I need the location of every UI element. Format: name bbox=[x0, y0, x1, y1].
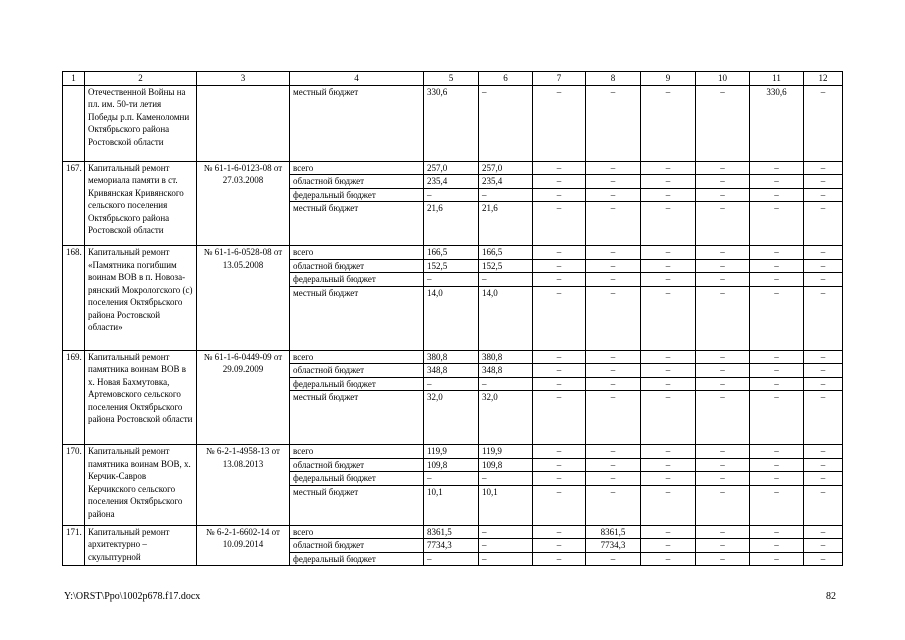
value-cell: – bbox=[479, 472, 533, 486]
header-cell: 12 bbox=[804, 72, 843, 86]
value-cell: – bbox=[804, 273, 843, 287]
value-cell: – bbox=[804, 175, 843, 189]
value-cell: 109,8 bbox=[479, 458, 533, 472]
value-cell: – bbox=[424, 552, 479, 566]
value-cell: 257,0 bbox=[424, 161, 479, 175]
row-number: 169. bbox=[63, 350, 85, 445]
value-cell: – bbox=[641, 175, 696, 189]
document-reference: № 6-2-1-4958-13 от 13.08.2013 bbox=[197, 445, 290, 526]
value-cell: 109,8 bbox=[424, 458, 479, 472]
value-cell: – bbox=[696, 458, 750, 472]
value-cell: – bbox=[479, 525, 533, 539]
table-row bbox=[63, 246, 843, 260]
value-cell: – bbox=[641, 552, 696, 566]
value-cell: – bbox=[750, 161, 804, 175]
value-cell: – bbox=[533, 85, 586, 161]
value-cell: – bbox=[586, 286, 641, 350]
value-cell: – bbox=[533, 445, 586, 459]
value-cell: – bbox=[750, 246, 804, 260]
document-reference: № 6-2-1-6602-14 от 10.09.2014 bbox=[197, 525, 290, 566]
value-cell: – bbox=[586, 175, 641, 189]
value-cell: – bbox=[533, 364, 586, 378]
value-cell: – bbox=[641, 202, 696, 246]
value-cell: – bbox=[424, 472, 479, 486]
value-cell: 8361,5 bbox=[424, 525, 479, 539]
row-number bbox=[63, 85, 85, 161]
table-row bbox=[63, 161, 843, 175]
row-number: 167. bbox=[63, 161, 85, 246]
value-cell: 152,5 bbox=[424, 259, 479, 273]
value-cell: – bbox=[479, 85, 533, 161]
value-cell: – bbox=[750, 525, 804, 539]
header-cell: 10 bbox=[696, 72, 750, 86]
budget-table bbox=[62, 71, 843, 566]
document-reference: № 61-1-6-0449-09 от 29.09.2009 bbox=[197, 350, 290, 445]
value-cell: – bbox=[479, 552, 533, 566]
value-cell: 166,5 bbox=[479, 246, 533, 260]
value-cell: – bbox=[804, 202, 843, 246]
value-cell: – bbox=[586, 350, 641, 364]
value-cell: – bbox=[804, 246, 843, 260]
value-cell: 257,0 bbox=[479, 161, 533, 175]
value-cell: – bbox=[750, 364, 804, 378]
value-cell: – bbox=[533, 259, 586, 273]
value-cell: – bbox=[533, 539, 586, 553]
value-cell: – bbox=[696, 364, 750, 378]
budget-source: областной бюджет bbox=[290, 175, 424, 189]
value-cell: – bbox=[804, 539, 843, 553]
value-cell: – bbox=[696, 175, 750, 189]
value-cell: 348,8 bbox=[479, 364, 533, 378]
budget-source: федеральный бюджет bbox=[290, 188, 424, 202]
value-cell: 235,4 bbox=[424, 175, 479, 189]
budget-source: федеральный бюджет bbox=[290, 273, 424, 287]
value-cell: – bbox=[586, 161, 641, 175]
value-cell: – bbox=[586, 377, 641, 391]
row-number: 168. bbox=[63, 246, 85, 351]
value-cell: 14,0 bbox=[479, 286, 533, 350]
value-cell: – bbox=[641, 259, 696, 273]
value-cell: – bbox=[586, 364, 641, 378]
value-cell: – bbox=[641, 377, 696, 391]
value-cell: – bbox=[586, 391, 641, 445]
value-cell: – bbox=[804, 525, 843, 539]
budget-source: местный бюджет bbox=[290, 391, 424, 445]
row-number: 170. bbox=[63, 445, 85, 526]
value-cell: 10,1 bbox=[424, 485, 479, 525]
value-cell: – bbox=[750, 377, 804, 391]
value-cell: – bbox=[750, 273, 804, 287]
budget-source: всего bbox=[290, 445, 424, 459]
value-cell: – bbox=[804, 259, 843, 273]
value-cell: – bbox=[696, 552, 750, 566]
header-cell: 5 bbox=[424, 72, 479, 86]
value-cell: 21,6 bbox=[424, 202, 479, 246]
value-cell: – bbox=[696, 286, 750, 350]
value-cell: – bbox=[641, 286, 696, 350]
header-cell: 11 bbox=[750, 72, 804, 86]
value-cell: – bbox=[696, 259, 750, 273]
header-row bbox=[63, 72, 843, 86]
value-cell: – bbox=[586, 85, 641, 161]
budget-source: областной бюджет bbox=[290, 364, 424, 378]
value-cell: – bbox=[804, 472, 843, 486]
value-cell: – bbox=[586, 458, 641, 472]
table-row bbox=[63, 350, 843, 364]
value-cell: 166,5 bbox=[424, 246, 479, 260]
value-cell: 8361,5 bbox=[586, 525, 641, 539]
value-cell: – bbox=[479, 188, 533, 202]
value-cell: – bbox=[586, 472, 641, 486]
value-cell: – bbox=[586, 485, 641, 525]
value-cell: – bbox=[533, 458, 586, 472]
value-cell: – bbox=[641, 458, 696, 472]
value-cell: – bbox=[804, 458, 843, 472]
value-cell: – bbox=[641, 525, 696, 539]
value-cell: – bbox=[696, 525, 750, 539]
value-cell: – bbox=[696, 273, 750, 287]
header-cell: 3 bbox=[197, 72, 290, 86]
value-cell: – bbox=[804, 85, 843, 161]
object-name: Капитальный ремонт мемориала памяти в ст. Кривянская Кривянского сельского поселения Октябрьского района Ростовской области bbox=[85, 161, 197, 246]
value-cell: 32,0 bbox=[479, 391, 533, 445]
value-cell: 14,0 bbox=[424, 286, 479, 350]
value-cell: – bbox=[804, 445, 843, 459]
value-cell: – bbox=[641, 485, 696, 525]
budget-source: областной бюджет bbox=[290, 259, 424, 273]
value-cell: – bbox=[533, 391, 586, 445]
budget-source: областной бюджет bbox=[290, 458, 424, 472]
budget-source: местный бюджет bbox=[290, 85, 424, 161]
value-cell: – bbox=[804, 161, 843, 175]
value-cell: – bbox=[641, 350, 696, 364]
header-cell: 9 bbox=[641, 72, 696, 86]
value-cell: – bbox=[533, 552, 586, 566]
header-cell: 4 bbox=[290, 72, 424, 86]
value-cell: – bbox=[696, 350, 750, 364]
value-cell: 235,4 bbox=[479, 175, 533, 189]
value-cell: – bbox=[641, 246, 696, 260]
document-reference bbox=[197, 85, 290, 161]
header-cell: 8 bbox=[586, 72, 641, 86]
value-cell: 7734,3 bbox=[586, 539, 641, 553]
value-cell: – bbox=[804, 364, 843, 378]
value-cell: – bbox=[696, 202, 750, 246]
value-cell: – bbox=[696, 472, 750, 486]
value-cell: – bbox=[750, 472, 804, 486]
value-cell: – bbox=[750, 175, 804, 189]
value-cell: – bbox=[533, 377, 586, 391]
value-cell: 32,0 bbox=[424, 391, 479, 445]
value-cell: – bbox=[641, 85, 696, 161]
value-cell: – bbox=[641, 188, 696, 202]
value-cell: – bbox=[750, 350, 804, 364]
value-cell: – bbox=[479, 377, 533, 391]
value-cell: – bbox=[750, 445, 804, 459]
budget-source: местный бюджет bbox=[290, 485, 424, 525]
budget-source: всего bbox=[290, 161, 424, 175]
value-cell: – bbox=[641, 472, 696, 486]
value-cell: – bbox=[586, 552, 641, 566]
header-cell: 6 bbox=[479, 72, 533, 86]
value-cell: – bbox=[533, 202, 586, 246]
value-cell: – bbox=[804, 350, 843, 364]
budget-source: областной бюджет bbox=[290, 539, 424, 553]
value-cell: – bbox=[533, 286, 586, 350]
budget-source: всего bbox=[290, 350, 424, 364]
value-cell: – bbox=[804, 286, 843, 350]
budget-source: федеральный бюджет bbox=[290, 377, 424, 391]
document-reference: № 61-1-6-0528-08 от 13.05.2008 bbox=[197, 246, 290, 351]
value-cell: – bbox=[533, 485, 586, 525]
value-cell: 21,6 bbox=[479, 202, 533, 246]
budget-source: всего bbox=[290, 246, 424, 260]
value-cell: – bbox=[479, 539, 533, 553]
object-name: Капитальный ремонт архитектурно – скульптурной bbox=[85, 525, 197, 566]
value-cell: – bbox=[750, 552, 804, 566]
value-cell: – bbox=[641, 364, 696, 378]
value-cell: – bbox=[750, 485, 804, 525]
value-cell: – bbox=[696, 161, 750, 175]
value-cell: – bbox=[641, 273, 696, 287]
value-cell: – bbox=[750, 202, 804, 246]
document-reference: № 61-1-6-0123-08 от 27.03.2008 bbox=[197, 161, 290, 246]
value-cell: 380,8 bbox=[424, 350, 479, 364]
budget-source: федеральный бюджет bbox=[290, 472, 424, 486]
value-cell: – bbox=[533, 472, 586, 486]
value-cell: 152,5 bbox=[479, 259, 533, 273]
value-cell: – bbox=[696, 539, 750, 553]
value-cell: – bbox=[533, 161, 586, 175]
header-cell: 7 bbox=[533, 72, 586, 86]
value-cell: – bbox=[804, 391, 843, 445]
budget-source: всего bbox=[290, 525, 424, 539]
object-name: Капитальный ремонт памятника воинам ВОВ в х. Новая Бахмутовка, Артемовского сельского поселения Октябрьского района Ростовской области bbox=[85, 350, 197, 445]
object-name: Капитальный ремонт памятника воинам ВОВ, х. Керчик-Савров Керчикского сельского поселения Октябрьского района bbox=[85, 445, 197, 526]
value-cell: – bbox=[696, 485, 750, 525]
value-cell: – bbox=[641, 539, 696, 553]
value-cell: – bbox=[586, 445, 641, 459]
value-cell: – bbox=[479, 273, 533, 287]
value-cell: – bbox=[533, 175, 586, 189]
table-row bbox=[63, 445, 843, 459]
value-cell: – bbox=[641, 391, 696, 445]
value-cell: – bbox=[533, 188, 586, 202]
value-cell: 119,9 bbox=[424, 445, 479, 459]
value-cell: – bbox=[804, 485, 843, 525]
value-cell: 7734,3 bbox=[424, 539, 479, 553]
value-cell: – bbox=[750, 539, 804, 553]
value-cell: – bbox=[586, 246, 641, 260]
value-cell: – bbox=[424, 188, 479, 202]
value-cell: – bbox=[804, 188, 843, 202]
value-cell: – bbox=[696, 188, 750, 202]
value-cell: – bbox=[696, 246, 750, 260]
value-cell: – bbox=[424, 273, 479, 287]
budget-source: местный бюджет bbox=[290, 286, 424, 350]
header-cell: 2 bbox=[85, 72, 197, 86]
value-cell: – bbox=[696, 85, 750, 161]
value-cell: – bbox=[586, 202, 641, 246]
value-cell: – bbox=[641, 445, 696, 459]
value-cell: – bbox=[750, 391, 804, 445]
value-cell: – bbox=[533, 246, 586, 260]
value-cell: – bbox=[804, 377, 843, 391]
object-name: Отечественной Войны на пл. им. 50-ти летия Победы р.п. Каменоломни Октябрьского района Ростовской области bbox=[85, 85, 197, 161]
value-cell: – bbox=[424, 377, 479, 391]
value-cell: – bbox=[533, 525, 586, 539]
value-cell: 10,1 bbox=[479, 485, 533, 525]
value-cell: – bbox=[586, 273, 641, 287]
footer-page-number: 82 bbox=[826, 591, 836, 602]
row-number: 171. bbox=[63, 525, 85, 566]
value-cell: 330,6 bbox=[750, 85, 804, 161]
value-cell: – bbox=[641, 161, 696, 175]
value-cell: – bbox=[750, 188, 804, 202]
value-cell: – bbox=[696, 445, 750, 459]
value-cell: – bbox=[586, 259, 641, 273]
header-cell: 1 bbox=[63, 72, 85, 86]
value-cell: – bbox=[696, 377, 750, 391]
value-cell: – bbox=[586, 188, 641, 202]
value-cell: – bbox=[533, 350, 586, 364]
object-name: Капитальный ремонт «Памятника погибшим воинам ВОВ в п. Новоза-рянский Мокрологского (с) поселения Октябрьского района Ростовской области» bbox=[85, 246, 197, 351]
value-cell: 330,6 bbox=[424, 85, 479, 161]
value-cell: – bbox=[750, 259, 804, 273]
budget-source: местный бюджет bbox=[290, 202, 424, 246]
value-cell: 119,9 bbox=[479, 445, 533, 459]
value-cell: – bbox=[533, 273, 586, 287]
table-row bbox=[63, 525, 843, 539]
budget-source: федеральный бюджет bbox=[290, 552, 424, 566]
footer-file-path: Y:\ORST\Ppo\1002p678.f17.docx bbox=[64, 591, 201, 602]
value-cell: – bbox=[750, 286, 804, 350]
value-cell: 380,8 bbox=[479, 350, 533, 364]
value-cell: – bbox=[696, 391, 750, 445]
value-cell: – bbox=[750, 458, 804, 472]
value-cell: – bbox=[804, 552, 843, 566]
value-cell: 348,8 bbox=[424, 364, 479, 378]
table-row bbox=[63, 85, 843, 161]
